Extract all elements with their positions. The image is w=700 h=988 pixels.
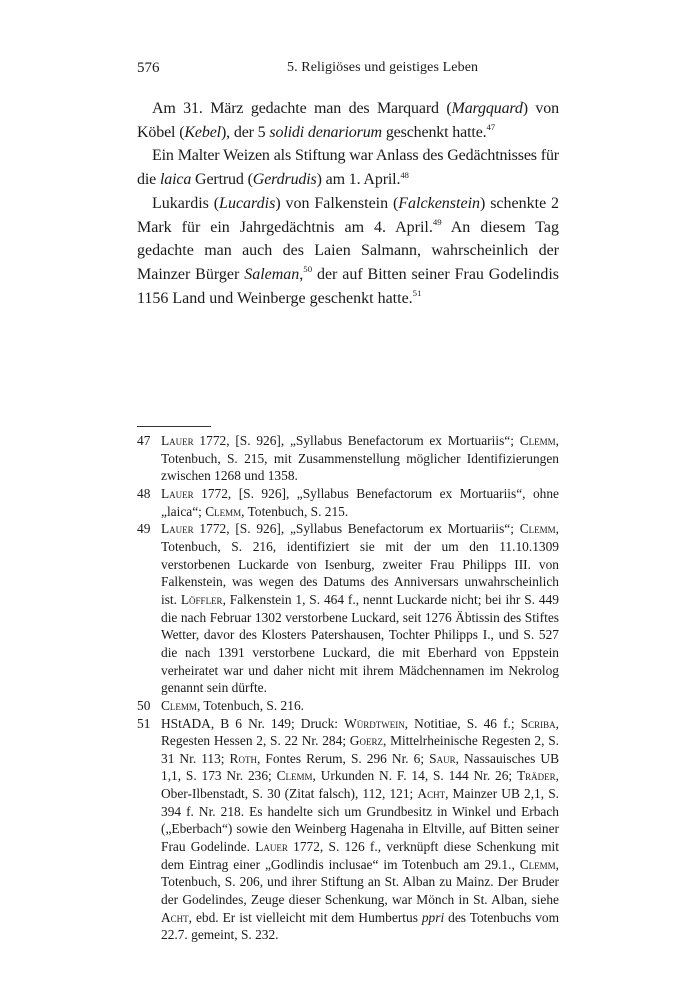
footnote-ref[interactable]: 49 <box>432 216 442 227</box>
footnote-text: Clemm, Totenbuch, S. 216. <box>161 697 304 713</box>
page-header <box>137 60 559 82</box>
footnote-text: Lauer 1772, [S. 926], „Syllabus Benefactorum ex Mortuariis“; Clemm, Totenbuch, S. 216, identifiziert sie mit der um den 11.10.1309 verstorbenen Luckarde von Isenburg, zweiter Frau Philipps III. von Falkenstein, was wegen des Datums des Anniversars unwahrscheinlich ist. Löffler, Falkenstein 1, S. 464 f., nennt Luckarde nicht; bei ihr S. 449 die nach Februar 1302 verstorbene Luckard, seit 1276 Äbtissin des Stiftes Wetter, davor des Klosters Patershausen, Tochter Philipps I., und S. 527 die nach 1391 verstorbene Luckard, die mit Eberhard von Eppstein verheiratet war und daher nicht mit ihrem Mädchennamen im Nekrolog genannt sein dürfte. <box>161 521 559 696</box>
paragraph: Am 31. März gedachte man des Marquard (Margquard) von Köbel (Kebel), der 5 solidi denariorum geschenkt hatte.$^{47}$ <box>137 100 559 141</box>
footnote-text: Lauer 1772, [S. 926], „Syllabus Benefactorum ex Mortuariis“; Clemm, Totenbuch, S. 215, mit Zusammenstellung möglicher Identifizierungen zwischen 1268 und 1358. <box>161 433 559 484</box>
running-title: 5. Religiöses und geistiges Leben <box>287 60 479 75</box>
footnote <box>137 520 559 697</box>
footnote-ref[interactable]: 47 <box>486 122 495 133</box>
footnote-number: 49 <box>137 521 151 537</box>
footnote-number: 50 <box>137 697 151 713</box>
footnote-number: 51 <box>137 715 151 731</box>
footnote-ref[interactable]: 51 <box>412 288 422 299</box>
footnote-rule <box>137 426 211 427</box>
footnote <box>137 697 559 715</box>
paragraph: Ein Malter Weizen als Stiftung war Anlass des Gedächtnisses für die laica Gertrud (Gerdrudis) am 1. April.$^{48}$ <box>137 147 559 189</box>
footnotes <box>137 432 559 944</box>
footnote <box>137 715 559 945</box>
footnote-text: HStADA, B 6 Nr. 149; Druck: Würdtwein, Notitiae, S. 46 f.; Scriba, Regesten Hessen 2, S. 22 Nr. 284; Goerz, Mittelrheinische Regesten 2, S. 31 Nr. 113; Roth, Fontes Rerum, S. 296 Nr. 6; Saur, Nassauisches UB 1,1, S. 173 Nr. 236; Clemm, Urkunden N. F. 14, S. 144 Nr. 26; Träder, Ober-Ilbenstadt, S. 30 (Zitat falsch), 112, 121; Acht, Mainzer UB 2,1, S. 394 f. Nr. 218. Es handelte sich um Grundbesitz in Winkel und Erbach („Eberbach“) sowie den Weinberg Hagenaha in Eltville, auf Bitten seiner Frau Godelinde. Lauer 1772, S. 126 f., verknüpft diese Schenkung mit dem Eintrag einer „Godlindis inclusae“ im Totenbuch am 29.1., Clemm, Totenbuch, S. 206, und ihrer Stiftung an St. Alban zu Mainz. Der Bruder der Godelindes, Zeuge dieser Schenkung, war Mönch in St. Alban, siehe Acht, ebd. Er ist vielleicht mit dem Humbertus ppri des Totenbuchs vom 22.7. gemeint, S. 232. <box>161 715 560 943</box>
paragraph: Lukardis (Lucardis) von Falkenstein (Falckenstein) schenkte 2 Mark für ein Jahrgedächtnis am 4. April.$^{49}$ An diesem Tag gedachte man auch des Laien Salmann, wahrscheinlich der Mainzer Bürger Saleman,$^{50}$ der auf Bitten seiner Frau Godelindis 1156 Land und Weinberge geschenkt hatte.$^{51}$ <box>137 194 560 307</box>
footnote-ref[interactable]: 48 <box>400 169 409 180</box>
footnote <box>137 432 559 485</box>
footnote-text: Lauer 1772, [S. 926], „Syllabus Benefactorum ex Mortuariis“, ohne „laica“; Clemm, Totenbuch, S. 215. <box>161 485 559 519</box>
footnote <box>137 485 559 520</box>
footnote-number: 47 <box>137 433 151 448</box>
footnote-ref[interactable]: 50 <box>303 264 313 275</box>
page-number: 576 <box>137 60 160 76</box>
main-text <box>137 97 559 310</box>
footnote-number: 48 <box>137 485 151 501</box>
